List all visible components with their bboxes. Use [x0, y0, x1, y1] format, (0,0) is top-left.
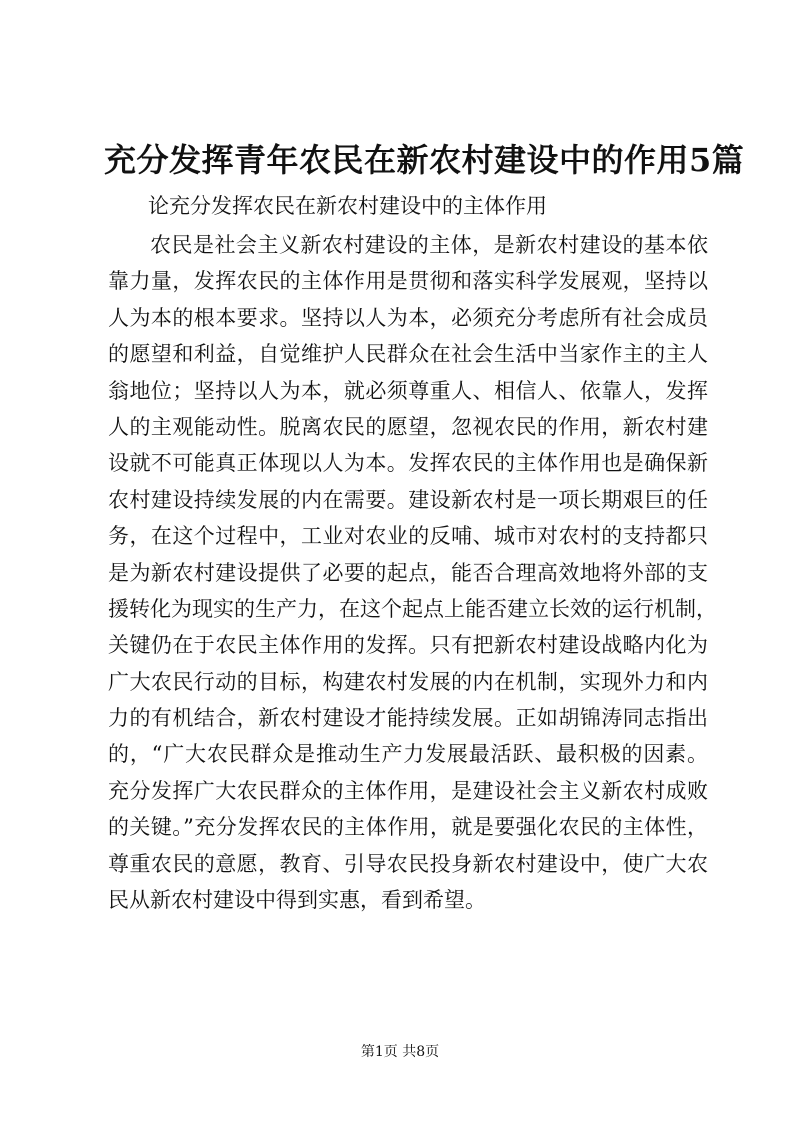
paragraph-line: 的，“广大农民群众是推动生产力发展最活跃、最积极的因素。: [108, 742, 708, 767]
paragraph-line: 农村建设持续发展的内在需要。建设新农村是一项长期艰巨的任: [108, 487, 708, 512]
document-title: 充分发挥青年农民在新农村建设中的作用5篇: [104, 141, 745, 179]
paragraph-line: 翁地位；坚持以人为本，就必须尊重人、相信人、依靠人，发挥: [108, 378, 708, 403]
paragraph-line: 民从新农村建设中得到实惠，看到希望。: [108, 888, 486, 913]
paragraph-line: 人的主观能动性。脱离农民的愿望，忽视农民的作用，新农村建: [108, 414, 708, 439]
paragraph-line: 力的有机结合，新农村建设才能持续发展。正如胡锦涛同志指出: [108, 706, 708, 731]
paragraph-line: 农民是社会主义新农村建设的主体，是新农村建设的基本依: [150, 233, 708, 257]
paragraph-line: 的愿望和利益，自觉维护人民群众在社会生活中当家作主的主人: [108, 342, 708, 367]
paragraph-line: 关键仍在于农民主体作用的发挥。只有把新农村建设战略内化为: [108, 633, 708, 658]
document-subtitle: 论充分发挥农民在新农村建设中的主体作用: [148, 194, 547, 218]
paragraph-line: 充分发挥广大农民群众的主体作用，是建设社会主义新农村成败: [108, 778, 708, 803]
body-paragraph: [108, 227, 717, 918]
paragraph-line: 援转化为现实的生产力，在这个起点上能否建立长效的运行机制，: [108, 596, 717, 621]
paragraph-line: 尊重农民的意愿，教育、引导农民投身新农村建设中，使广大农: [108, 851, 708, 876]
paragraph-line: 的关键。”充分发挥农民的主体作用，就是要强化农民的主体性，: [108, 815, 708, 840]
page-number-footer: 第1页 共8页: [360, 1044, 440, 1060]
paragraph-line: 靠力量，发挥农民的主体作用是贯彻和落实科学发展观，坚持以: [108, 269, 708, 294]
paragraph-line: 设就不可能真正体现以人为本。发挥农民的主体作用也是确保新: [108, 451, 708, 476]
paragraph-line: 务，在这个过程中，工业对农业的反哺、城市对农村的支持都只: [108, 524, 708, 549]
paragraph-line: 是为新农村建设提供了必要的起点，能否合理高效地将外部的支: [108, 560, 708, 585]
paragraph-line: 人为本的根本要求。坚持以人为本，必须充分考虑所有社会成员: [108, 305, 708, 330]
paragraph-line: 广大农民行动的目标，构建农村发展的内在机制，实现外力和内: [108, 669, 708, 694]
